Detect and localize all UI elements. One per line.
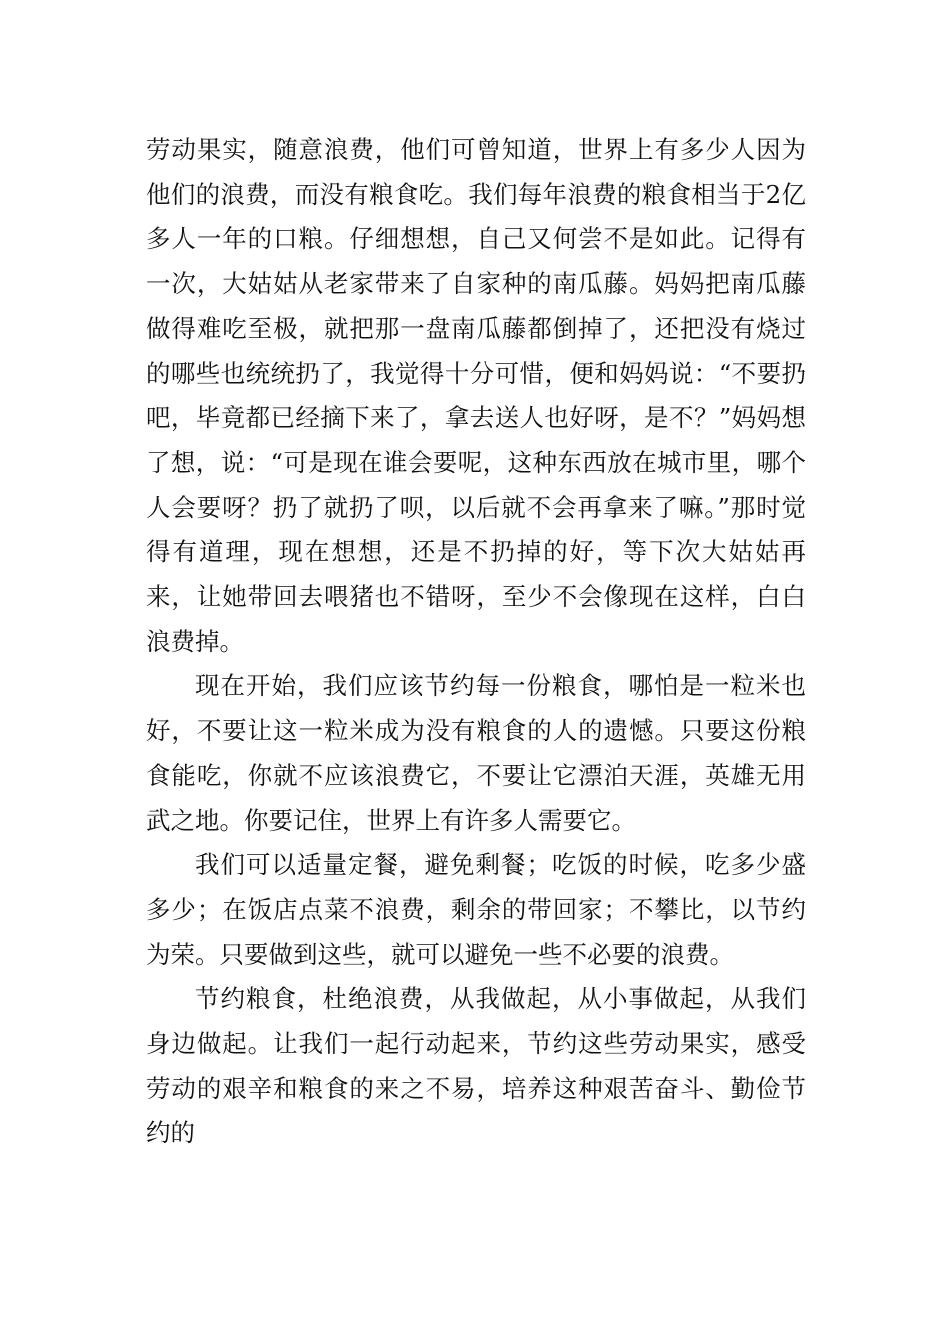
paragraph-2: 现在开始，我们应该节约每一份粮食，哪怕是一粒米也好，不要让这一粒米成为没有粮食的人的遗憾。只要这份粮食能吃，你就不应该浪费它，不要让它漂泊天涯，英雄无用武之地。你要记住，世界上有许多人需要它。	[146, 671, 806, 835]
paragraph-3: 我们可以适量定餐，避免剩餐；吃饭的时候，吃多少盛多少；在饭店点菜不浪费，剩余的带回家；不攀比，以节约为荣。只要做到这些，就可以避免一些不必要的浪费。	[146, 850, 806, 969]
essay-body	[146, 128, 806, 1156]
paragraph-1: 劳动果实，随意浪费，他们可曾知道，世界上有多少人因为他们的浪费，而没有粮食吃。我们每年浪费的粮食相当于2亿多人一年的口粮。仔细想想，自己又何尝不是如此。记得有一次，大姑姑从老家带来了自家种的南瓜藤。妈妈把南瓜藤做得难吃至极，就把那一盘南瓜藤都倒掉了，还把没有烧过的哪些也统统扔了，我觉得十分可惜，便和妈妈说：“不要扔吧，毕竟都已经摘下来了，拿去送人也好呀，是不？”妈妈想了想，说：“可是现在谁会要呢，这种东西放在城市里，哪个人会要呀？扔了就扔了呗，以后就不会再拿来了嘛。”那时觉得有道理，现在想想，还是不扔掉的好，等下次大姑姑再来，让她带回去喂猪也不错呀，至少不会像现在这样，白白浪费掉。	[146, 135, 806, 656]
paragraph-4: 节约粮食，杜绝浪费，从我做起，从小事做起，从我们身边做起。让我们一起行动起来，节约这些劳动果实，感受劳动的艰辛和粮食的来之不易，培养这种艰苦奋斗、勤俭节约的	[146, 984, 806, 1148]
